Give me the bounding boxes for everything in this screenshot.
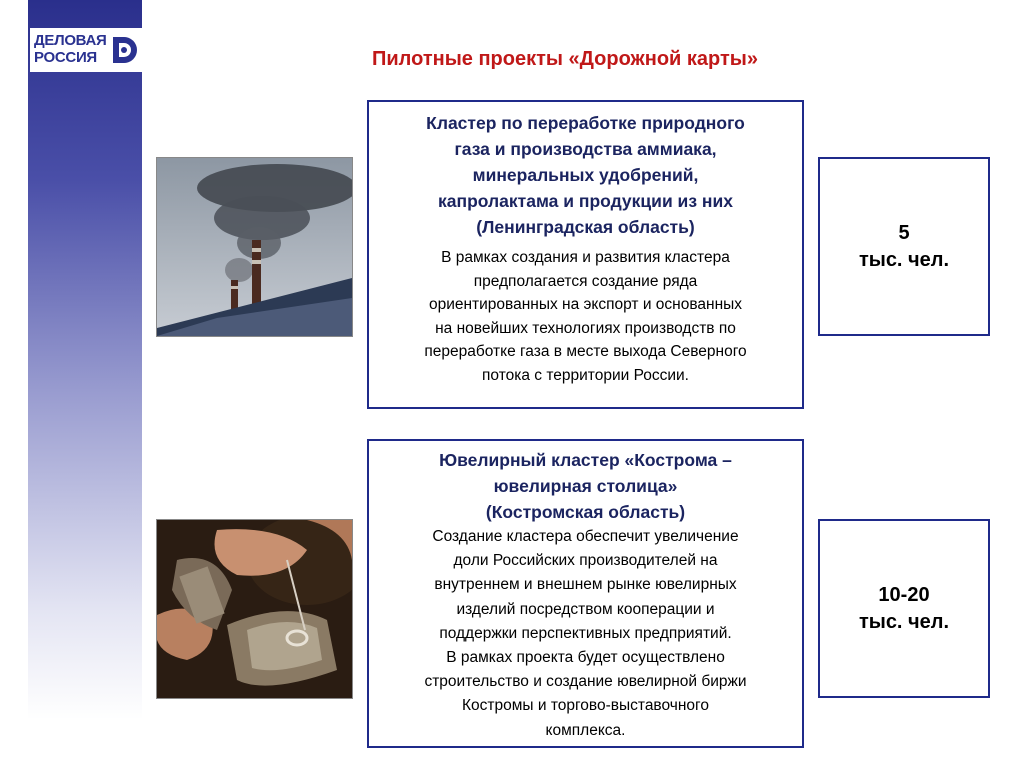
project-description: [369, 525, 802, 743]
logo-line-2: РОССИЯ: [34, 49, 97, 66]
body-line: строительство и создание ювелирной биржи: [424, 673, 747, 691]
body-line: В рамках создания и развития кластера: [441, 249, 730, 266]
project-card-jewelry-cluster: [367, 439, 804, 748]
body-line: Костромы и торгово-выставочного: [462, 697, 709, 715]
title-line: ювелирная столица»: [493, 476, 678, 496]
stat-unit: тыс. чел.: [858, 248, 950, 271]
stat-value: 5: [898, 221, 910, 244]
employment-stat-gas: [818, 157, 990, 336]
logo-text: [34, 32, 106, 66]
stat-unit: тыс. чел.: [858, 610, 950, 633]
body-line: переработке газа в месте выхода Северного: [424, 343, 747, 360]
logo-line-1: ДЕЛОВАЯ: [34, 32, 107, 49]
project-title: [369, 110, 802, 240]
body-line: комплекса.: [545, 721, 626, 739]
project-card-gas-cluster: [367, 100, 804, 409]
body-line: доли Российских производителей на: [453, 552, 718, 570]
body-line: изделий посредством кооперации и: [456, 600, 715, 618]
project-title: [369, 447, 802, 525]
title-line: Ювелирный кластер «Кострома –: [439, 450, 732, 470]
title-line: Кластер по переработке природного: [426, 113, 745, 133]
body-line: потока с территории России.: [482, 366, 689, 384]
jewelry-craft-image: [156, 519, 353, 699]
title-line: (Костромская область): [485, 502, 686, 522]
title-line: (Ленинградская область): [476, 217, 695, 237]
title-line: газа и производства аммиака,: [454, 139, 717, 159]
body-line: Создание кластера обеспечит увеличение: [432, 528, 739, 545]
body-line: В рамках проекта будет осуществлено: [446, 649, 725, 667]
body-line: предполагается создание ряда: [473, 272, 698, 290]
title-line: минеральных удобрений,: [472, 165, 699, 185]
body-line: внутреннем и внешнем рынке ювелирных: [434, 576, 737, 594]
employment-stat-jewelry: [818, 519, 990, 698]
body-line: поддержки перспективных предприятий.: [439, 624, 732, 642]
logo: [30, 28, 142, 72]
stat-value: 10-20: [878, 583, 930, 606]
project-description: [369, 246, 802, 387]
logo-d-icon: [110, 34, 140, 66]
factory-chimneys-image: [156, 157, 353, 337]
page-title: Пилотные проекты «Дорожной карты»: [372, 48, 758, 70]
title-line: капролактама и продукции из них: [438, 191, 733, 211]
body-line: ориентированных на экспорт и основанных: [428, 296, 743, 313]
sidebar-stripe: [28, 0, 142, 720]
body-line: на новейших технологиях производств по: [435, 319, 736, 337]
